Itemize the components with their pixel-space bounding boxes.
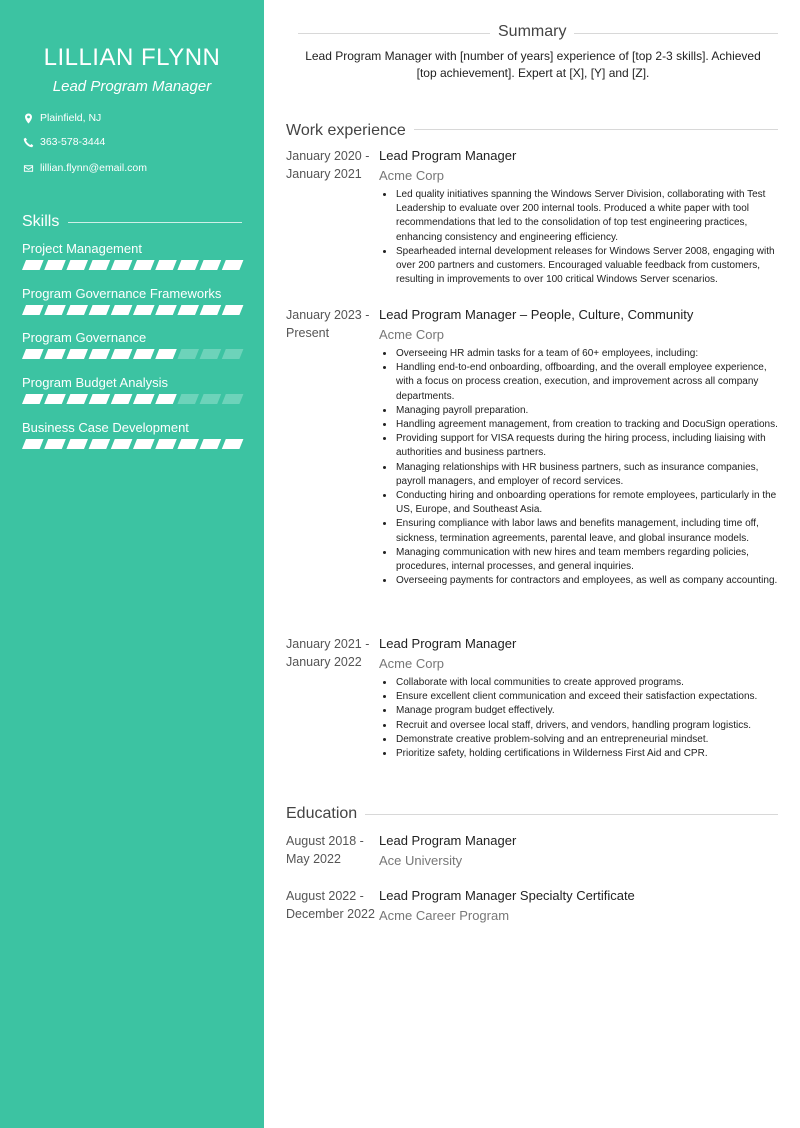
skill-segment-filled — [66, 305, 88, 315]
job-bullet: • Collaborate with local communities to create approved programs. — [395, 676, 780, 690]
work-heading: Work experience — [286, 122, 414, 140]
skill-segment-filled — [133, 349, 155, 359]
job-bullet: • Led quality initiatives spanning the Windows Server Division, collaborating with Test Leadership to evaluate over 200 internal tools. Produced a white paper with tool recommendations that led to the consolidation of top test engineering practices, enhancing consistency and engineering efficiency. — [395, 188, 780, 245]
skill-segment-filled — [89, 260, 111, 270]
skill-segment-filled — [155, 349, 177, 359]
education-title: Lead Program Manager Specialty Certificate — [379, 888, 635, 903]
skill-segment-filled — [155, 260, 177, 270]
job-bullet: • Prioritize safety, holding certifications in Wilderness First Aid and CPR. — [395, 747, 780, 761]
education-divider — [364, 814, 778, 815]
skill-level-bar — [22, 260, 244, 270]
skill-label: Program Governance Frameworks — [22, 286, 222, 301]
skill-segment-empty — [222, 349, 244, 359]
skill-segment-filled — [111, 349, 133, 359]
skill-segment-filled — [133, 260, 155, 270]
skill-label: Program Budget Analysis — [22, 375, 168, 390]
job-date-end: Present — [286, 326, 330, 340]
skill-segment-filled — [200, 305, 222, 315]
skill-segment-filled — [66, 439, 88, 449]
skills-divider — [68, 222, 242, 223]
skill-level-bar — [22, 394, 244, 404]
job-bullet: • Overseeing HR admin tasks for a team of 60+ employees, including: — [395, 347, 780, 361]
job-bullet: • Handling agreement management, from creation to tracking and DocuSign operations. — [395, 418, 780, 432]
job-date-start: January 2021 - — [286, 637, 370, 651]
skill-label: Program Governance — [22, 330, 147, 345]
skill-segment-filled — [66, 349, 88, 359]
job-date-end: January 2022 — [286, 655, 362, 669]
job-bullet: • Handling end-to-end onboarding, offboarding, and the overall employee experience, with a focus on process creation, execution, and improvement across all company departments. — [395, 361, 780, 404]
job-bullet: • Demonstrate creative problem-solving and an entrepreneurial mindset. — [395, 733, 780, 747]
education-school: Acme Career Program — [379, 908, 510, 923]
summary-heading: Summary — [490, 23, 574, 41]
skill-segment-filled — [89, 394, 111, 404]
skill-level-bar — [22, 349, 244, 359]
work-divider — [412, 129, 778, 130]
job-date — [286, 147, 378, 183]
sidebar — [0, 0, 264, 1128]
skill-segment-filled — [200, 439, 222, 449]
skill-level-bar — [22, 305, 244, 315]
job-company: Acme Corp — [379, 327, 445, 342]
skill-level-bar — [22, 439, 244, 449]
skill-segment-empty — [177, 394, 199, 404]
education-heading: Education — [286, 805, 365, 823]
job-bullet: • Spearheaded internal development releases for Windows Server 2008, engaging with over 200 partners and customers. Encouraged valuable feedback from customers, resulting in improvements to over 100 critical Windows Server scenarios. — [395, 245, 780, 288]
skill-segment-filled — [222, 439, 244, 449]
job-bullet: • Ensuring compliance with labor laws and benefits management, including time off, sickness, termination agreements, parental leave, and global insurance models. — [395, 517, 780, 545]
education-date-start: August 2022 - — [286, 889, 364, 903]
skill-segment-filled — [44, 439, 66, 449]
candidate-role: Lead Program Manager — [52, 78, 212, 95]
job-company: Acme Corp — [379, 168, 445, 183]
education-date-start: August 2018 - — [286, 834, 364, 848]
education-date-end: December 2022 — [286, 907, 375, 921]
skill-segment-filled — [66, 260, 88, 270]
skill-segment-filled — [44, 260, 66, 270]
job-bullets — [395, 347, 780, 588]
skill-segment-filled — [133, 305, 155, 315]
skill-segment-filled — [111, 305, 133, 315]
skill-segment-filled — [22, 349, 44, 359]
email-link[interactable]: lillian.flynn@email.com — [40, 162, 147, 174]
skills-heading: Skills — [22, 213, 60, 230]
education-school: Ace University — [379, 853, 463, 868]
skill-segment-filled — [177, 305, 199, 315]
location-pin-icon — [22, 112, 34, 124]
envelope-icon — [22, 162, 34, 174]
education-title: Lead Program Manager — [379, 833, 517, 848]
phone-text: 363-578-3444 — [40, 136, 106, 148]
skill-segment-filled — [22, 439, 44, 449]
skill-segment-filled — [44, 349, 66, 359]
skill-segment-filled — [177, 439, 199, 449]
skill-segment-filled — [133, 439, 155, 449]
skill-segment-empty — [177, 349, 199, 359]
skill-segment-filled — [155, 439, 177, 449]
contact-location — [22, 112, 101, 124]
skill-segment-filled — [22, 394, 44, 404]
job-bullet: • Providing support for VISA requests during the hiring process, including liaising with authorities and business partners. — [395, 432, 780, 460]
job-bullet: • Managing relationships with HR business partners, such as insurance companies, payroll managers, and employer of record services. — [395, 461, 780, 489]
job-bullets — [395, 676, 780, 761]
skill-segment-filled — [111, 394, 133, 404]
job-company: Acme Corp — [379, 656, 445, 671]
candidate-name: LILLIAN FLYNN — [43, 44, 221, 71]
job-bullet: • Overseeing payments for contractors and employees, as well as company accounting. — [395, 574, 780, 588]
job-date-start: January 2020 - — [286, 149, 370, 163]
skill-segment-filled — [44, 305, 66, 315]
skill-segment-filled — [66, 394, 88, 404]
skill-segment-filled — [111, 439, 133, 449]
job-bullets — [395, 188, 780, 287]
job-date — [286, 635, 378, 671]
skill-segment-empty — [222, 394, 244, 404]
skill-segment-filled — [155, 394, 177, 404]
job-bullet: • Manage program budget effectively. — [395, 704, 780, 718]
education-date — [286, 887, 378, 923]
job-title: Lead Program Manager — [379, 636, 517, 651]
skill-segment-empty — [200, 349, 222, 359]
skill-segment-filled — [89, 349, 111, 359]
contact-phone — [22, 136, 105, 148]
skill-segment-filled — [200, 260, 222, 270]
job-date — [286, 306, 378, 342]
skill-label: Project Management — [22, 241, 142, 256]
skill-segment-filled — [111, 260, 133, 270]
job-title: Lead Program Manager – People, Culture, Community — [379, 307, 694, 322]
skill-segment-filled — [222, 260, 244, 270]
summary-text: Lead Program Manager with [number of years] experience of [top 2-3 skills]. Achieved [top achievement]. Expert at [X], [Y] and [Z]. — [305, 49, 761, 80]
skill-segment-filled — [44, 394, 66, 404]
contact-email — [22, 162, 147, 174]
job-date-start: January 2023 - — [286, 308, 370, 322]
job-bullet: • Managing payroll preparation. — [395, 404, 780, 418]
skill-segment-filled — [155, 305, 177, 315]
skill-segment-filled — [89, 439, 111, 449]
skill-segment-filled — [177, 260, 199, 270]
skill-segment-filled — [133, 394, 155, 404]
skill-label: Business Case Development — [22, 420, 189, 435]
skill-segment-filled — [89, 305, 111, 315]
job-bullet: • Conducting hiring and onboarding operations for remote employees, particularly in the US, Europe, and Southeast Asia. — [395, 489, 780, 517]
skill-segment-filled — [22, 305, 44, 315]
location-text: Plainfield, NJ — [40, 112, 102, 124]
skill-segment-empty — [200, 394, 222, 404]
main-content — [264, 0, 800, 1128]
job-title: Lead Program Manager — [379, 148, 517, 163]
job-bullet: • Managing communication with new hires and team members regarding policies, procedures, internal processes, and general inquiries. — [395, 546, 780, 574]
education-date-end: May 2022 — [286, 852, 341, 866]
phone-icon — [22, 136, 34, 148]
skill-segment-filled — [222, 305, 244, 315]
skill-segment-filled — [22, 260, 44, 270]
job-bullet: • Ensure excellent client communication and exceed their satisfaction expectations. — [395, 690, 780, 704]
job-date-end: January 2021 — [286, 167, 362, 181]
job-bullet: • Recruit and oversee local staff, drivers, and vendors, handling program logistics. — [395, 719, 780, 733]
education-date — [286, 832, 378, 868]
